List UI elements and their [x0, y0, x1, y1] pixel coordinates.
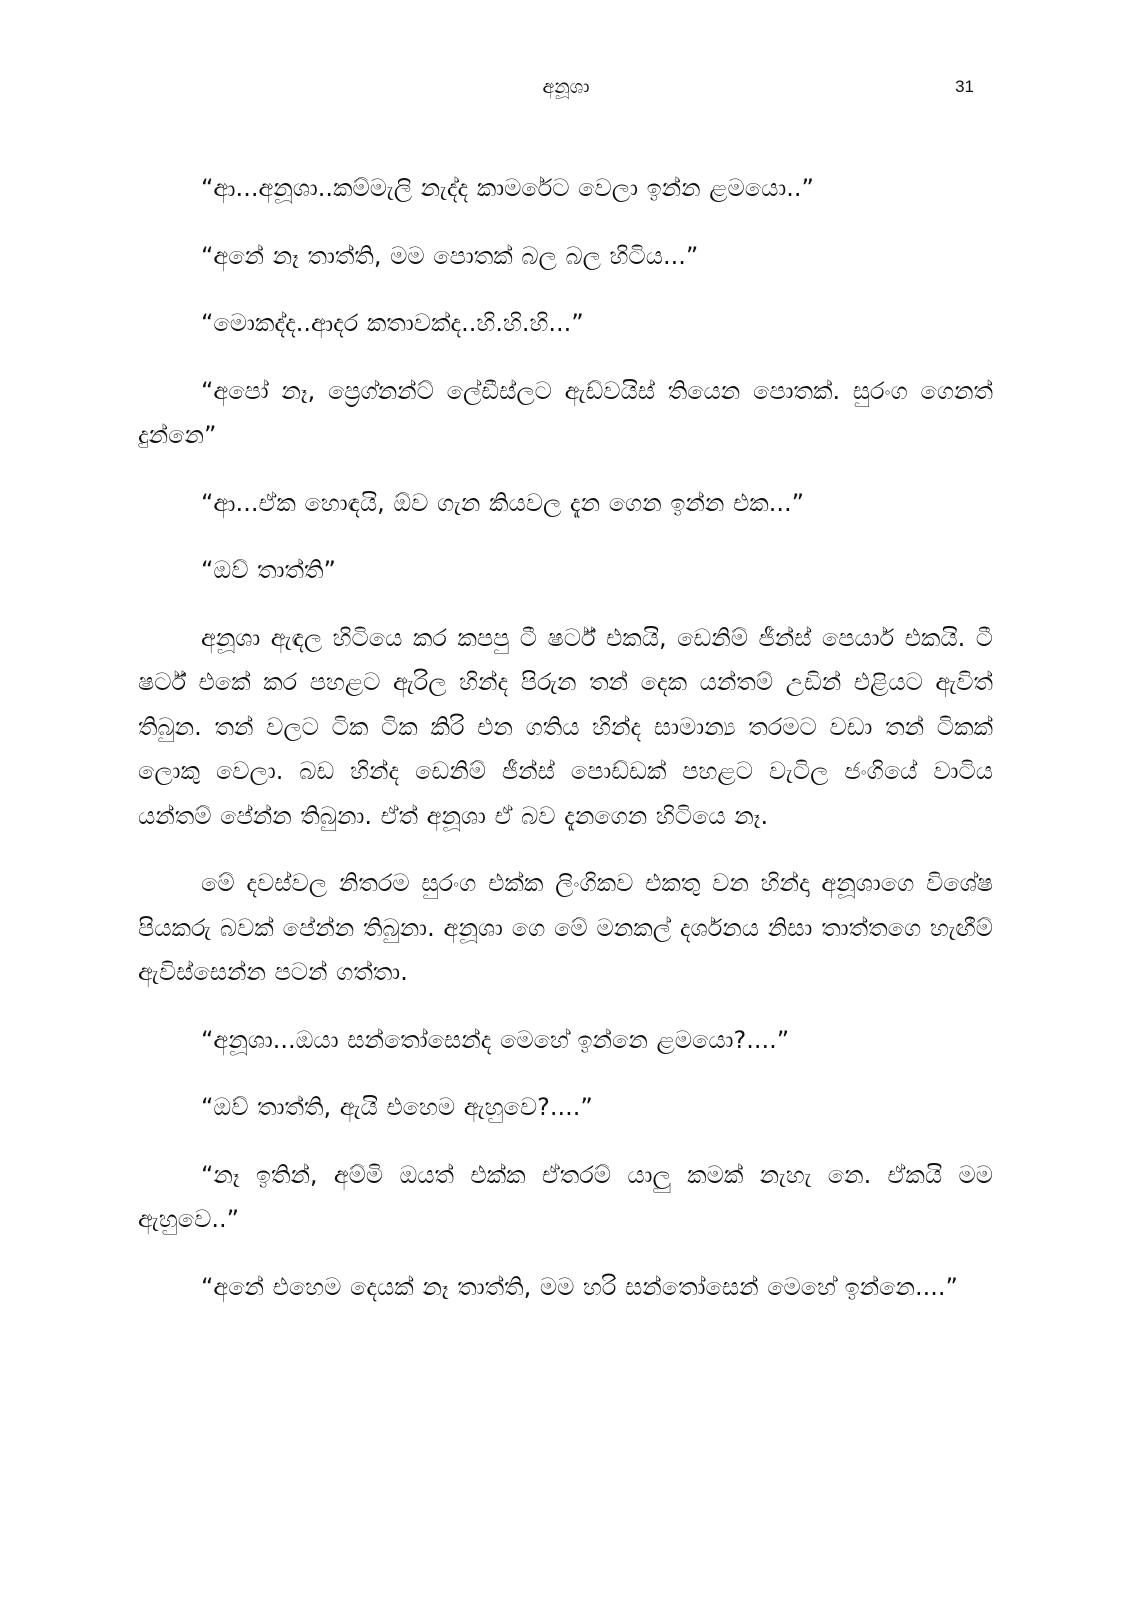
dialogue-paragraph: “ඔව් තාත්ති” [201, 556, 336, 584]
running-header [0, 72, 1132, 102]
dialogue-paragraph: “ආ...ඒක හොඳයි, ඕව ගැන කියවල දැන ගෙන ඉන්න එක...” [201, 488, 805, 517]
dialogue-paragraph: “මොකද්ද..ආදර කතාවක්ද..හි.හි.හි...” [201, 309, 584, 337]
dialogue-paragraph: “ආ...අනූශා..කම්මැලි නැද්ද කාමරේට වෙලා ඉන්න ළමයො..” [201, 174, 814, 202]
page-number: 31 [955, 77, 974, 96]
narrative-paragraph: අනූශා ඇඳල හිටියෙ කර කපපු ටී ෂර්ට් එකයි, ඩෙනිම් ජීන්ස් පෙයාර් එකයි. ටී ෂර්ට් එකේ කර පහළට ඇරිල හින්ද පිරුන තන් දෙක යන්තම් උඩින් එළියට ඇවිත් තිබුන. තන් වලට ටික ටික කිරි එන ගතිය හින්ද සාමාන්‍ය තරමට වඩා තන් ටිකක් ලොකු වෙලා. බඩ හින්ද ඩෙනිම් ජීන්ස් පොඩ්ඩක් පහළට වැටිල ජංගියේ වාටිය යන්තම් පේන්න තිබුනා. ඒත් අනූශා ඒ බව දැනගෙන හිටියෙ නෑ. [138, 623, 993, 830]
dialogue-paragraph: “අනූශා...ඔයා සන්තෝසෙන්ද මෙහේ ඉන්නෙ ළමයො?....” [201, 1025, 790, 1054]
running-title: අනූශා [542, 76, 590, 98]
dialogue-paragraph: “අනේ එහෙම දෙයක් නෑ තාත්ති, මම හරි සන්තෝසෙන් මෙහේ ඉන්නෙ....” [201, 1272, 958, 1301]
dialogue-paragraph: “අපෝ නෑ, ප්‍රෙග්නන්ට් ලේඩීස්ලට ඇඩ්වයිස් තියෙන පොතක්. සුරංග ගෙනත් දුන්නෙ” [138, 376, 993, 449]
dialogue-paragraph: “ඔව් තාත්ති, ඇයි එහෙම ඇහුවෙ?....” [201, 1093, 593, 1121]
dialogue-paragraph: “නෑ ඉතින්, අම්මි ඔයත් එක්ක ඒතරම් යාලු කමක් නැහැ නෙ. ඒකයි මම ඇහුවෙ..” [138, 1160, 993, 1233]
body-text [138, 166, 993, 1332]
narrative-paragraph: මේ දවස්වල නිතරම සුරංග එක්ක ලිංගිකව එකතු වන හින්දා අනූශාගෙ විශේෂ පියකරු බවක් පේන්න තිබුනා. අනූශා ගෙ මේ මනකල් දර්ශනය නිසා තාත්තගෙ හැඟීම් ඇවිස්සෙන්න පටන් ගත්තා. [138, 869, 993, 986]
dialogue-paragraph: “අනේ නෑ තාත්ති, මම පොතක් බල බල හිටිය...” [201, 241, 699, 270]
